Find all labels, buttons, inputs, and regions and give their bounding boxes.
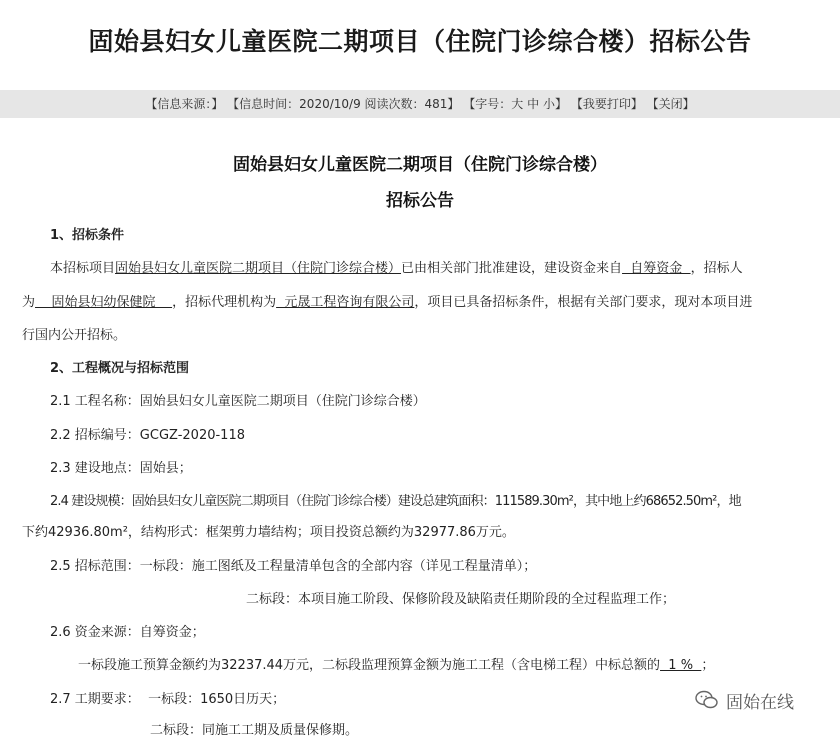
font-size-large-link[interactable]: 大: [511, 97, 524, 111]
paragraph-line: [50, 257, 743, 276]
item-2-2: 2.2 招标编号：GCGZ-2020-118: [50, 428, 245, 443]
text-run: 一标段施工预算金额约为32237.44万元，二标段监理预算金额为施工工程（含电梯工程）中标总额的: [78, 658, 661, 673]
tenderer-name: 固始县妇幼保健院: [35, 295, 173, 310]
wechat-icon: [694, 687, 720, 713]
section-heading-1: 1、招标条件: [50, 228, 125, 243]
item-2-7-cont: 二标段：同施工工期及质量保修期。: [150, 723, 359, 738]
item-2-5-cont: 二标段：本项目施工阶段、保修阶段及缺陷责任期阶段的全过程监理工作；: [246, 592, 676, 607]
page-title: 固始县妇女儿童医院二期项目（住院门诊综合楼）招标公告: [88, 27, 752, 56]
item-2-1: 2.1 工程名称：固始县妇女儿童医院二期项目（住院门诊综合楼）: [50, 394, 426, 409]
text-run: 为: [22, 295, 36, 310]
document-subtitle: 招标公告: [386, 191, 454, 211]
paragraph-line: 行国内公开招标。: [22, 328, 127, 343]
font-size-control: [463, 90, 567, 118]
agency-name: 元晟工程咨询有限公司: [276, 295, 415, 310]
project-name: 固始县妇女儿童医院二期项目（住院门诊综合楼）: [115, 261, 402, 276]
watermark: [694, 686, 794, 714]
text-run: ，项目已具备招标条件，根据有关部门要求，现对本项目进: [414, 295, 753, 310]
info-source: 【信息来源：】: [145, 97, 224, 111]
text-run: 本招标项目: [50, 261, 116, 276]
section-heading-2: 2、工程概况与招标范围: [50, 361, 190, 376]
font-size-prefix: 【字号：: [463, 97, 512, 111]
item-2-4-cont: 下约42936.80m²，结构形式：框架剪力墙结构；项目投资总额约为32977.86万元。: [22, 525, 515, 540]
info-time: 【信息时间：2020/10/9 阅读次数：481】: [227, 97, 460, 111]
item-2-6: 2.6 资金来源：自筹资金；: [50, 625, 205, 640]
font-size-suffix: 】: [554, 97, 567, 111]
supervision-rate: 1 %: [660, 658, 702, 673]
document-title: 固始县妇女儿童医院二期项目（住院门诊综合楼）: [233, 155, 607, 175]
paragraph-line: [22, 291, 752, 310]
font-size-small-link[interactable]: 小: [542, 97, 555, 111]
text-run: ，招标人: [690, 261, 743, 276]
text-run: 已由相关部门批准建设，建设资金来自: [401, 261, 623, 276]
text-run: ，招标代理机构为: [172, 295, 277, 310]
item-2-4: 2.4 建设规模：固始县妇女儿童医院二期项目（住院门诊综合楼）建设总建筑面积：111589.30m²，其中地上约68652.50m²，地: [50, 494, 741, 509]
item-2-7: 2.7 工期要求： 一标段：1650日历天；: [50, 692, 286, 707]
close-link[interactable]: 【关闭】: [646, 97, 695, 111]
info-bar: [0, 90, 840, 118]
text-run: ；: [701, 658, 715, 673]
item-2-6-cont: [78, 654, 714, 673]
print-link[interactable]: 【我要打印】: [570, 97, 643, 111]
item-2-5: 2.5 招标范围：一标段：施工图纸及工程量清单包含的全部内容（详见工程量清单）；: [50, 559, 537, 574]
font-size-medium-link[interactable]: 中: [527, 97, 540, 111]
watermark-text: 固始在线: [726, 692, 794, 713]
fund-source: 自筹资金: [622, 261, 691, 276]
item-2-3: 2.3 建设地点：固始县；: [50, 461, 192, 476]
